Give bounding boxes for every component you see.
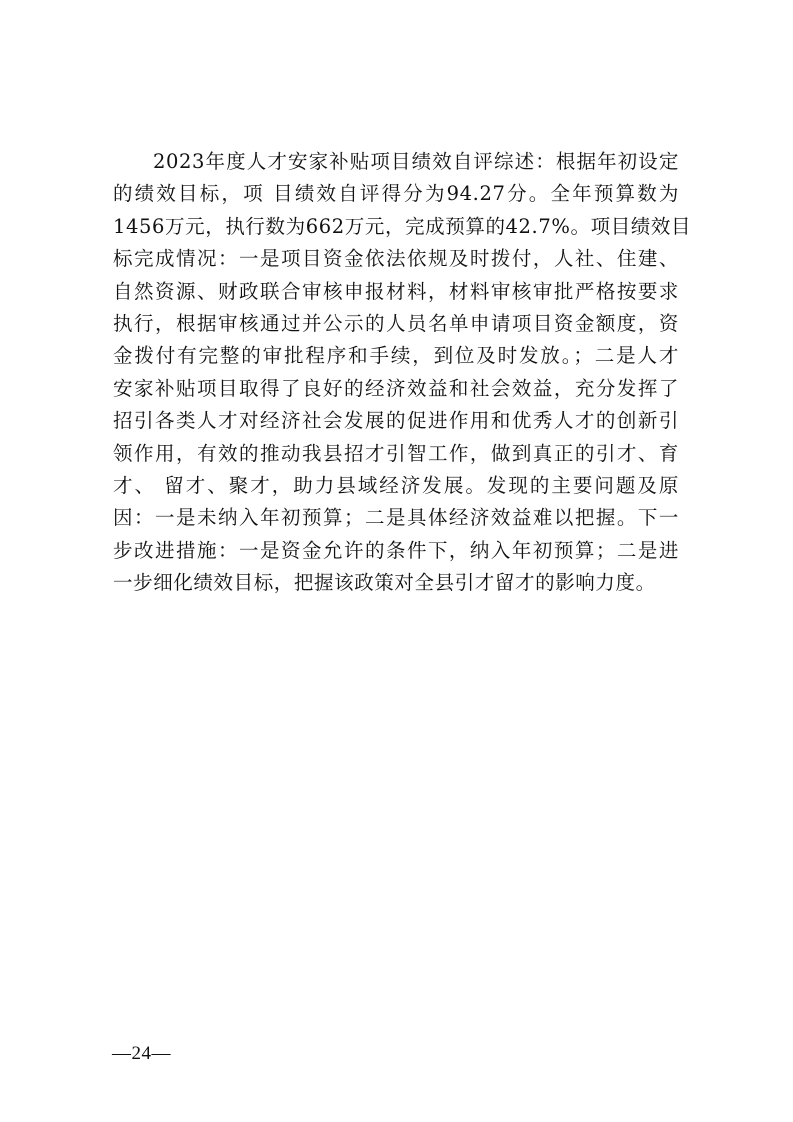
paragraph-line: 招引各类人才对经济社会发展的促进作用和优秀人才的创新引 — [113, 409, 679, 433]
page-number: —24— — [112, 1043, 171, 1064]
paragraph-line: 自然资源、财政联合审核申报材料，材料审核审批严格按要求 — [113, 279, 679, 303]
paragraph-line: 步改进措施：一是资金允许的条件下，纳入年初预算；二是进 — [113, 538, 679, 562]
paragraph-line: 执行，根据审核通过并公示的人员名单申请项目资金额度，资 — [113, 311, 679, 335]
paragraph-line: 才、 留才、聚才，助力县域经济发展。发现的主要问题及原 — [113, 473, 679, 497]
paragraph-line: 金拨付有完整的审批程序和手续，到位及时发放。；二是人才 — [113, 344, 679, 368]
paragraph-line: 的绩效目标，项 目绩效自评得分为94.27分。全年预算数为 — [113, 182, 679, 206]
paragraph-line: 因：一是未纳入年初预算；二是具体经济效益难以把握。下一 — [113, 506, 679, 530]
performance-summary-paragraph — [113, 146, 692, 599]
paragraph-line: 安家补贴项目取得了良好的经济效益和社会效益，充分发挥了 — [113, 376, 679, 400]
paragraph-line: 2023年度人才安家补贴项目绩效自评综述：根据年初设定 — [153, 150, 679, 173]
paragraph-line: 1456万元，执行数为662万元，完成预算的42.7%。项目绩效目 — [113, 214, 692, 238]
paragraph-line: 标完成情况：一是项目资金依法依规及时拨付，人社、住建、 — [113, 247, 679, 271]
paragraph-line: 领作用，有效的推动我县招才引智工作，做到真正的引才、育 — [113, 441, 679, 465]
paragraph-line: 一步细化绩效目标，把握该政策对全县引才留才的影响力度。 — [113, 571, 656, 595]
